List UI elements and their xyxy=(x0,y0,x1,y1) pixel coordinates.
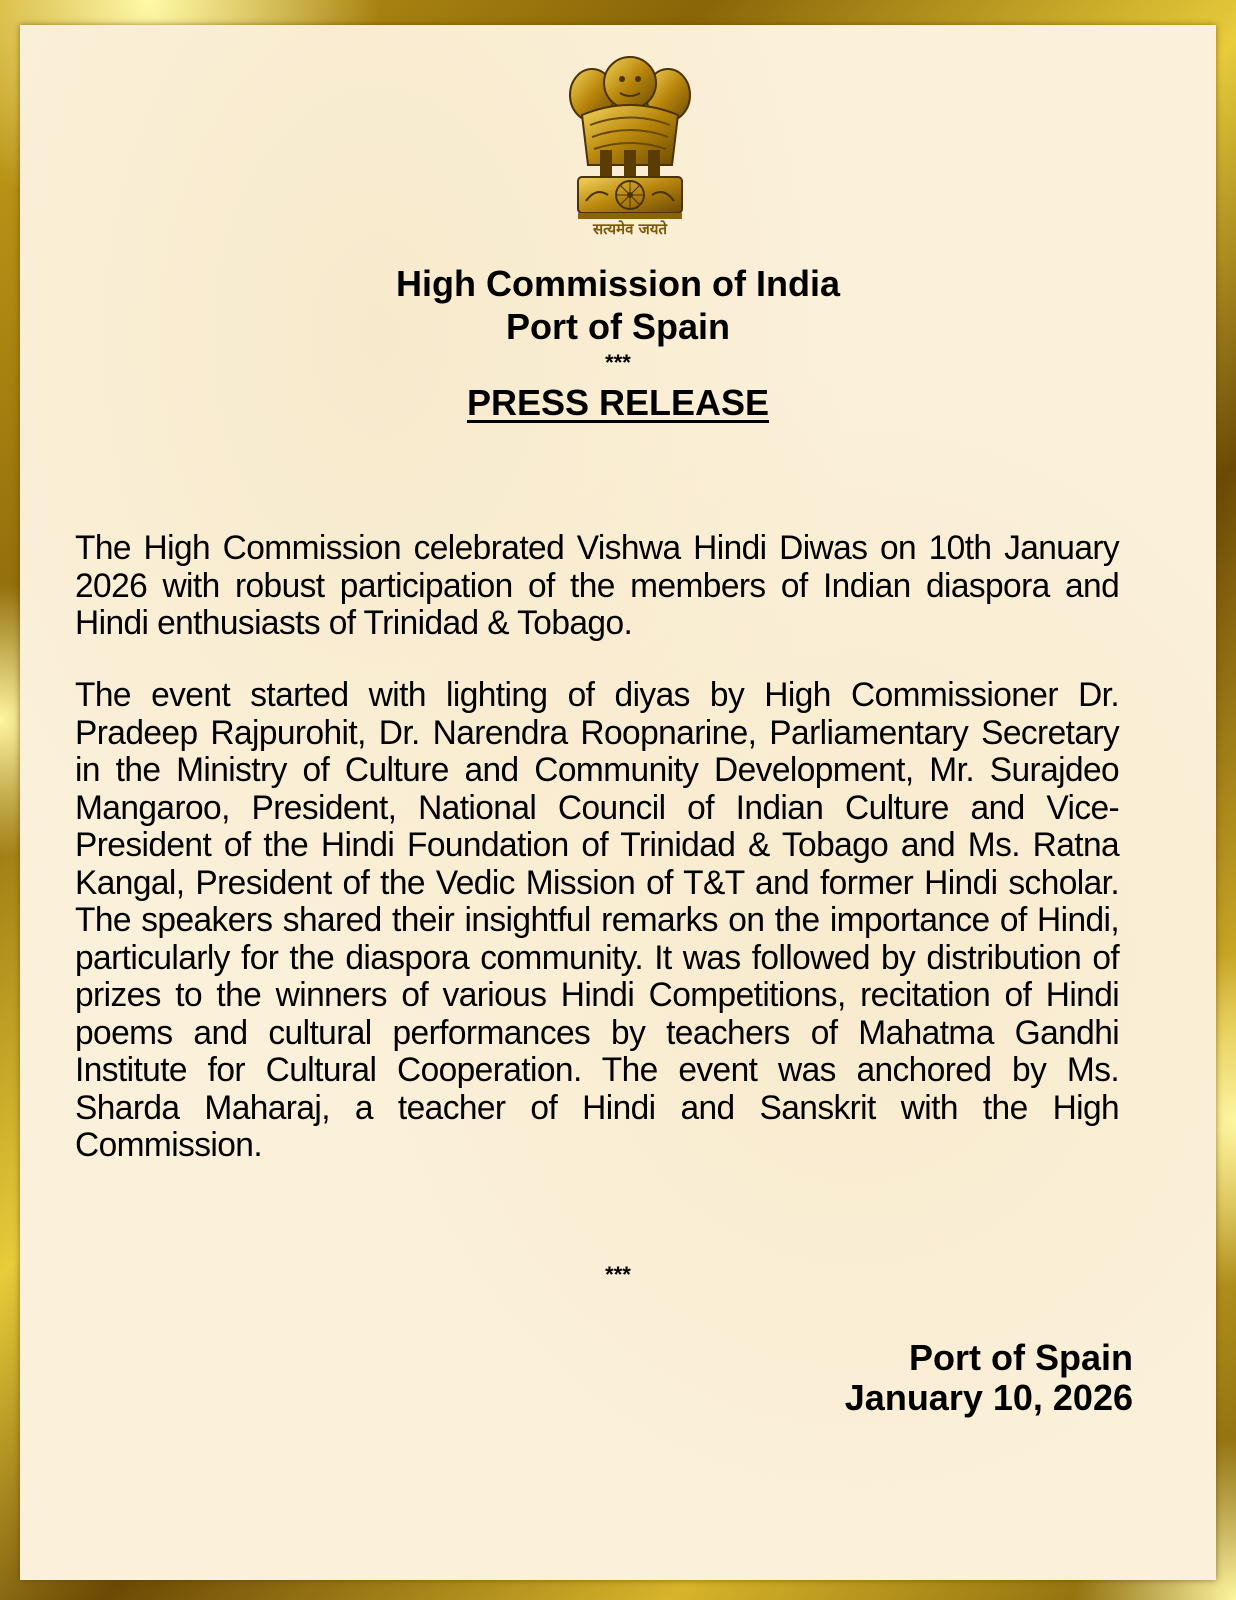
header-separator: *** xyxy=(605,350,631,375)
organization-city: Port of Spain xyxy=(506,306,730,347)
paragraph-1: The High Commission celebrated Vishwa Hindi Diwas on 10th January 2026 with robust participation of the members of Indian diaspora and Hindi enthusiasts of Trinidad & Tobago. xyxy=(75,529,1120,642)
signoff-place: Port of Spain xyxy=(909,1337,1133,1378)
signoff-date: January 10, 2026 xyxy=(844,1377,1133,1418)
end-separator: *** xyxy=(605,1262,631,1287)
emblem-motto: सत्यमेव जयते xyxy=(592,220,668,238)
paragraph-2: The event started with lighting of diyas by High Commissioner Dr. Pradeep Rajpurohit, Dr. Narendra Roopnarine, Parliamentary Secretary in the Ministry of Culture and Community Development, Mr. Surajdeo Mangaroo, President, National Council of Indian Culture and Vice-President of the Hindi Foundation of Trinidad & Tobago and Ms. Ratna Kangal, President of the Vedic Mission of T&T and former Hindi scholar. The speakers shared their insightful remarks on the importance of Hindi, particularly for the diaspora community. It was followed by distribution of prizes to the winners of various Hindi Competitions, recitation of Hindi poems and cultural performances by teachers of Mahatma Gandhi Institute for Cultural Cooperation. The event was anchored by Ms. Sharda Maharaj, a teacher of Hindi and Sanskrit with the High Commission. xyxy=(75,676,1120,1164)
press-release-heading: PRESS RELEASE xyxy=(466,382,770,423)
press-release-page xyxy=(20,25,1216,1580)
organization-title: High Commission of India xyxy=(395,263,840,304)
